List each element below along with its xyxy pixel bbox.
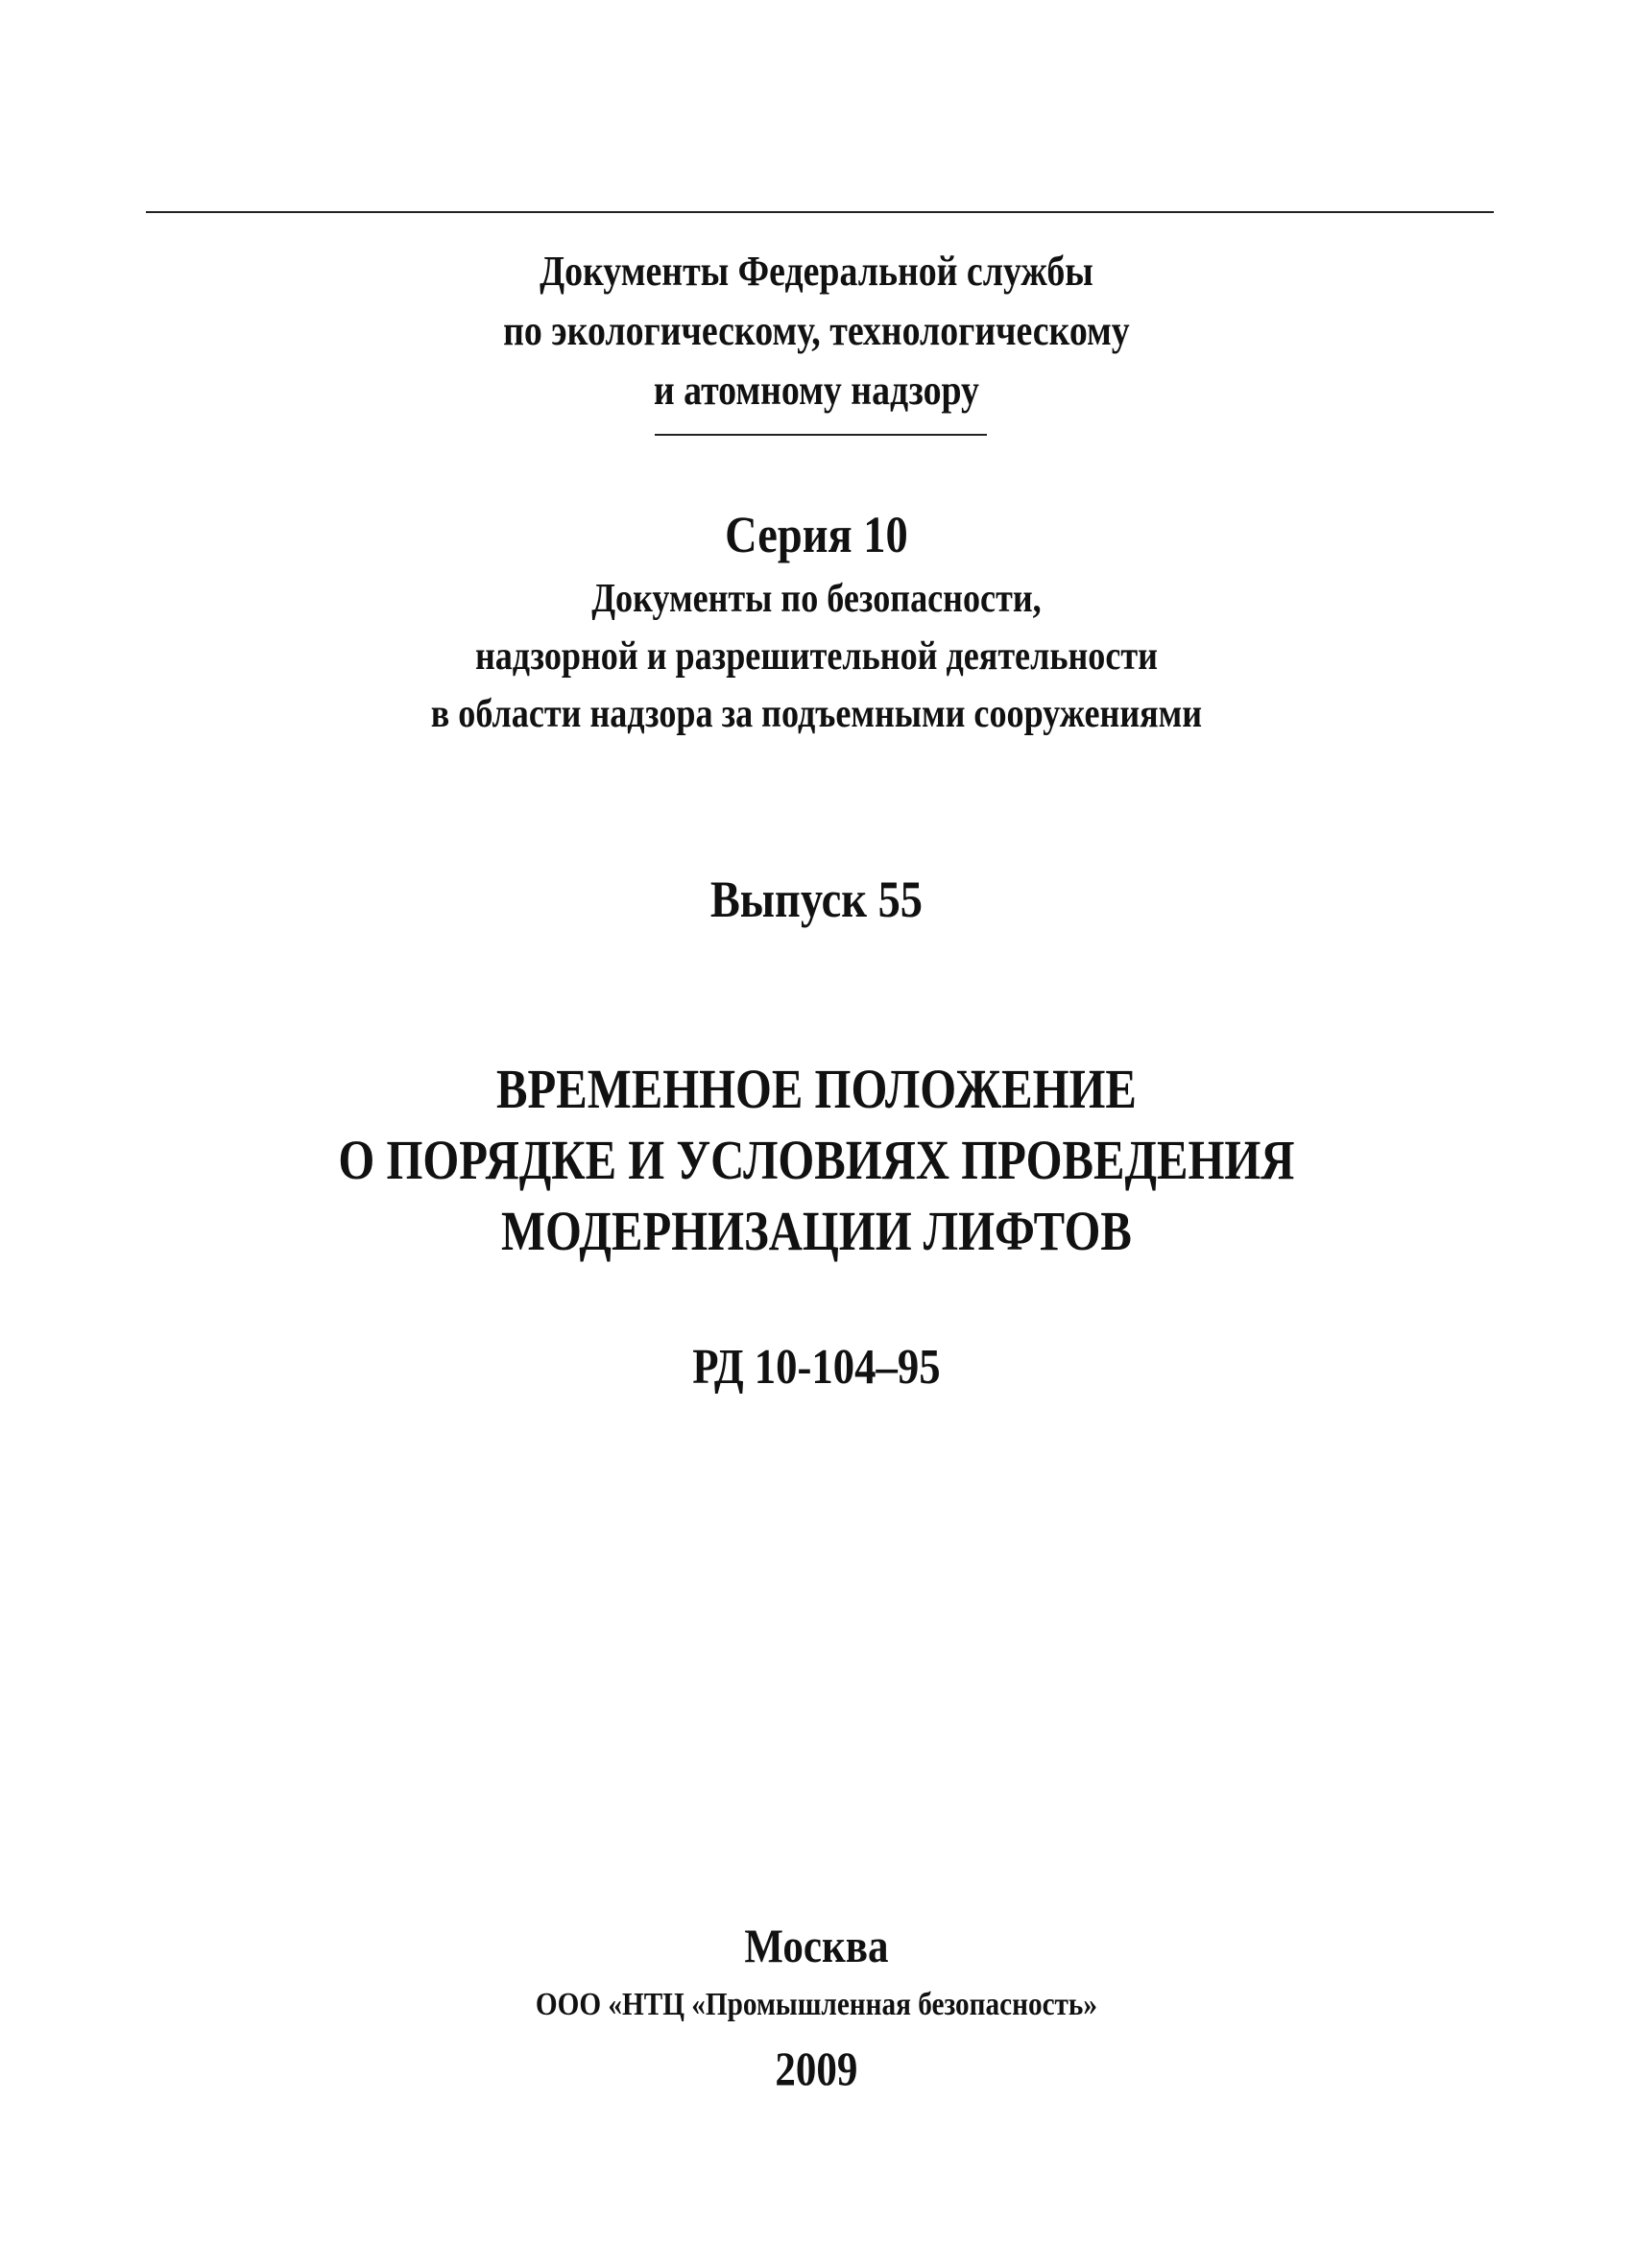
agency-line: и атомному надзору <box>653 367 979 414</box>
series-description-line: в области надзора за подъемными сооружениями <box>430 692 1203 736</box>
issue-number: Выпуск 55 <box>709 871 924 928</box>
agency-line: по экологическому, технологическому <box>503 307 1130 354</box>
document-code: РД 10-104–95 <box>692 1340 941 1395</box>
series-title: Серия 10 <box>725 506 908 563</box>
series-description-line: надзорной и разрешительной деятельности <box>474 634 1158 679</box>
header-divider <box>655 434 987 436</box>
agency-header <box>114 242 1519 420</box>
document-title-line: О ПОРЯДКЕ И УСЛОВИЯХ ПРОВЕДЕНИЯ <box>338 1129 1295 1191</box>
document-title <box>131 1054 1502 1267</box>
imprint-publisher: ООО «НТЦ «Промышленная безопасность» <box>535 1987 1098 2022</box>
document-title-line: ВРЕМЕННОЕ ПОЛОЖЕНИЕ <box>495 1058 1137 1120</box>
series-description <box>114 570 1519 743</box>
imprint-year: 2009 <box>775 2041 858 2095</box>
document-title-line: МОДЕРНИЗАЦИИ ЛИФТОВ <box>500 1200 1132 1262</box>
series-description-line: Документы по безопасности, <box>591 577 1042 621</box>
imprint-city: Москва <box>744 1919 889 1972</box>
top-divider <box>146 211 1494 213</box>
agency-line: Документы Федеральной службы <box>540 248 1093 295</box>
